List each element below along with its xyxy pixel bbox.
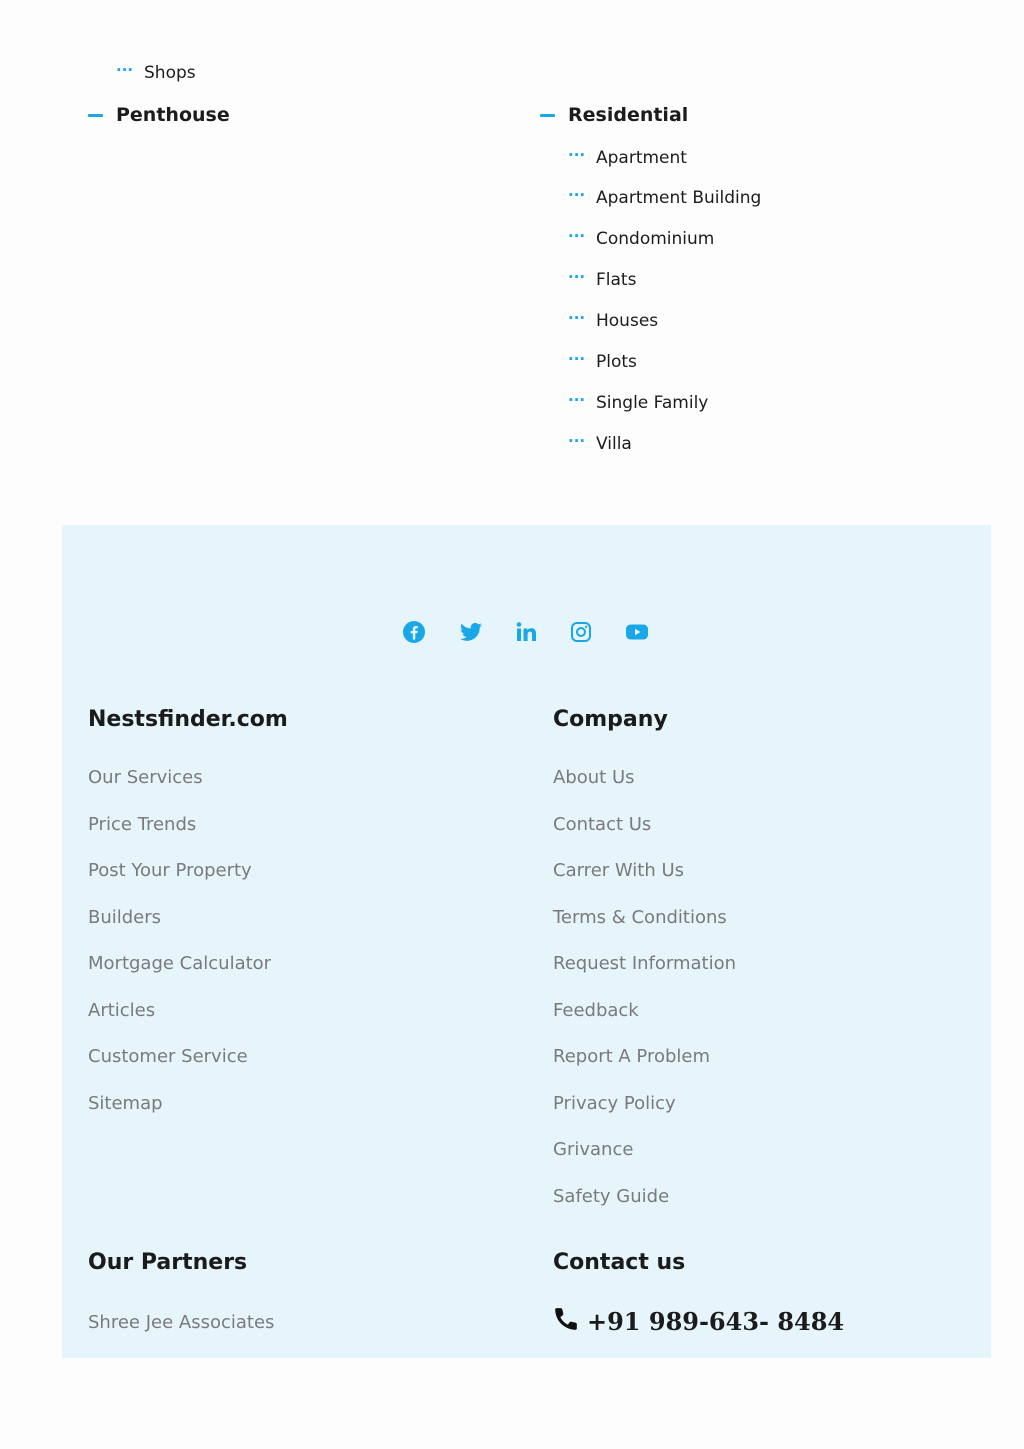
footer-link-safety-guide[interactable]: Safety Guide xyxy=(553,1186,670,1207)
footer-link-grivance[interactable]: Grivance xyxy=(553,1139,634,1160)
footer-title-site: Nestsfinder.com xyxy=(88,707,288,732)
footer-link-career[interactable]: Carrer With Us xyxy=(553,860,685,881)
dots-icon: ··· xyxy=(568,349,586,368)
tree-item-shops[interactable] xyxy=(116,60,196,83)
tree-item-label: Flats xyxy=(596,270,637,290)
tree-item-label: Single Family xyxy=(596,393,709,413)
social-links xyxy=(62,620,991,646)
dash-icon xyxy=(88,114,103,117)
twitter-icon[interactable] xyxy=(459,620,483,644)
tree-item-flats[interactable] xyxy=(568,267,637,290)
tree-item-label: Shops xyxy=(144,63,196,83)
footer-title-company: Company xyxy=(553,707,668,732)
footer-link-terms[interactable]: Terms & Conditions xyxy=(553,907,727,928)
dots-icon: ··· xyxy=(116,60,134,79)
tree-item-apartment[interactable] xyxy=(568,145,687,168)
footer-link-customer-service[interactable]: Customer Service xyxy=(88,1046,248,1067)
dots-icon: ··· xyxy=(568,145,586,164)
footer-link-report-problem[interactable]: Report A Problem xyxy=(553,1046,711,1067)
tree-item-label: Apartment xyxy=(596,148,687,168)
youtube-icon[interactable] xyxy=(625,620,649,644)
footer-link-price-trends[interactable]: Price Trends xyxy=(88,814,197,835)
dots-icon: ··· xyxy=(568,431,586,450)
footer-link-post-property[interactable]: Post Your Property xyxy=(88,860,252,881)
tree-item-label: Houses xyxy=(596,311,659,331)
tree-item-label: Plots xyxy=(596,352,637,372)
dots-icon: ··· xyxy=(568,390,586,409)
dots-icon: ··· xyxy=(568,267,586,286)
tree-item-plots[interactable] xyxy=(568,349,637,372)
tree-item-villa[interactable] xyxy=(568,431,632,454)
instagram-icon[interactable] xyxy=(569,620,593,644)
tree-item-apartment-building[interactable] xyxy=(568,185,762,208)
tree-item-label: Apartment Building xyxy=(596,188,762,208)
footer-link-request-information[interactable]: Request Information xyxy=(553,953,737,974)
dots-icon: ··· xyxy=(568,308,586,327)
tree-category-label: Residential xyxy=(568,104,689,126)
tree-category-penthouse[interactable] xyxy=(88,104,230,126)
footer-title-contact: Contact us xyxy=(553,1250,686,1275)
dots-icon: ··· xyxy=(568,185,586,204)
contact-phone[interactable] xyxy=(553,1306,844,1336)
linkedin-icon[interactable] xyxy=(514,620,538,644)
facebook-icon[interactable] xyxy=(402,620,426,644)
phone-number: +91 989-643- 8484 xyxy=(587,1306,845,1336)
tree-item-label: Villa xyxy=(596,434,632,454)
dash-icon xyxy=(540,114,555,117)
tree-category-residential[interactable] xyxy=(540,104,688,126)
tree-item-houses[interactable] xyxy=(568,308,659,331)
site-footer xyxy=(62,525,991,1358)
footer-link-privacy-policy[interactable]: Privacy Policy xyxy=(553,1093,676,1114)
dots-icon: ··· xyxy=(568,226,586,245)
tree-item-single-family[interactable] xyxy=(568,390,709,413)
footer-link-about-us[interactable]: About Us xyxy=(553,767,635,788)
footer-link-contact-us[interactable]: Contact Us xyxy=(553,814,652,835)
footer-link-mortgage-calculator[interactable]: Mortgage Calculator xyxy=(88,953,272,974)
tree-category-label: Penthouse xyxy=(116,104,230,126)
footer-link-builders[interactable]: Builders xyxy=(88,907,162,928)
footer-link-partner[interactable]: Shree Jee Associates xyxy=(88,1312,275,1333)
footer-link-feedback[interactable]: Feedback xyxy=(553,1000,639,1021)
tree-item-label: Condominium xyxy=(596,229,715,249)
footer-link-sitemap[interactable]: Sitemap xyxy=(88,1093,163,1114)
footer-link-our-services[interactable]: Our Services xyxy=(88,767,203,788)
footer-link-articles[interactable]: Articles xyxy=(88,1000,156,1021)
footer-title-partners: Our Partners xyxy=(88,1250,248,1275)
tree-item-condominium[interactable] xyxy=(568,226,715,249)
phone-icon xyxy=(553,1306,579,1336)
